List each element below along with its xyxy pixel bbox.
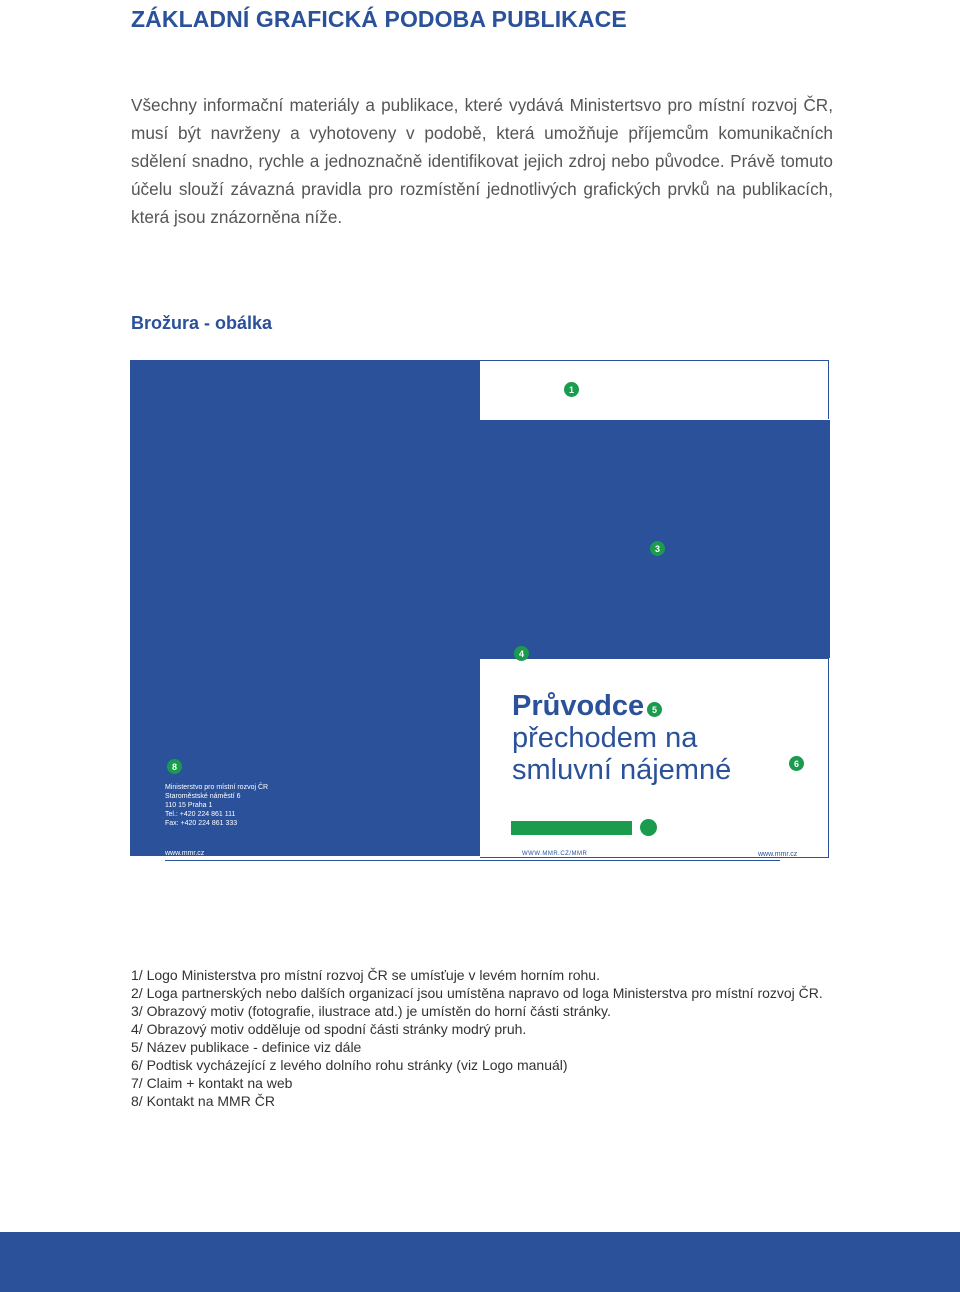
- legend-list: [131, 966, 831, 1110]
- legend-item: 6/ Podtisk vycházející z levého dolního rohu stránky (viz Logo manuál): [131, 1057, 568, 1073]
- publication-title-line-3: smluvní nájemné: [512, 754, 732, 786]
- claim-text: WWW.MMR.CZ/MMR: [522, 851, 588, 857]
- bottom-divider: [165, 860, 780, 861]
- legend-item: 4/ Obrazový motiv odděluje od spodní části stránky modrý pruh.: [131, 1021, 527, 1037]
- contact-line: Tel.: +420 224 861 111: [165, 811, 236, 818]
- green-underline-bar: [511, 821, 632, 835]
- intro-paragraph: Všechny informační materiály a publikace, které vydává Ministertsvo pro místní rozvoj ČR, musí být navrženy a vyhotoveny v podobě, která umožňuje příjemcům komunikačních sdělení snadno, rychle a jednoznačně identifikovat jejich zdroj nebo původce. Právě tomuto účelu slouží závazná pravidla pro rozmístění jednotlivých grafických prvků na publikacích, která jsou znázorněna níže.: [131, 95, 833, 227]
- web-link-front[interactable]: www.mmr.cz: [758, 851, 798, 858]
- contact-line: 110 15 Praha 1: [165, 802, 213, 809]
- contact-line: Staroměstské náměstí 6: [165, 793, 241, 800]
- legend-item: 1/ Logo Ministerstva pro místní rozvoj ČR se umísťuje v levém horním rohu.: [131, 967, 600, 983]
- publication-title-line-1: Průvodce: [512, 690, 645, 722]
- legend-item: 7/ Claim + kontakt na web: [131, 1075, 293, 1091]
- badge-3: 3: [650, 541, 665, 556]
- badge-6: 6: [789, 756, 804, 771]
- page-title: ZÁKLADNÍ GRAFICKÁ PODOBA PUBLIKACE: [131, 6, 627, 32]
- legend-item: 2/ Loga partnerských nebo dalších organizací jsou umístěna napravo od loga Ministerstva pro místní rozvoj ČR.: [131, 985, 823, 1001]
- contact-block: [165, 783, 268, 828]
- publication-title: [512, 690, 731, 786]
- brochure-cover-diagram: [130, 360, 830, 865]
- green-dot: [640, 819, 657, 836]
- badge-8: 8: [167, 759, 182, 774]
- legend-item: 8/ Kontakt na MMR ČR: [131, 1093, 275, 1109]
- badge-5: 5: [647, 702, 662, 717]
- badge-4: 4: [514, 646, 529, 661]
- back-cover-panel: [130, 360, 480, 856]
- image-motif-area: [480, 420, 830, 658]
- footer-bar: [0, 1232, 960, 1292]
- badge-1: 1: [564, 382, 579, 397]
- legend-item: 5/ Název publikace - definice viz dále: [131, 1039, 362, 1055]
- publication-title-line-2: přechodem na: [512, 722, 698, 754]
- section-heading: Brožura - obálka: [131, 313, 273, 333]
- contact-line: Fax: +420 224 861 333: [165, 820, 238, 827]
- contact-line: Ministerstvo pro místní rozvoj ČR: [165, 784, 269, 791]
- web-link-back[interactable]: www.mmr.cz: [165, 850, 205, 857]
- logo-area: [480, 360, 829, 419]
- legend-item: 3/ Obrazový motiv (fotografie, ilustrace atd.) je umístěn do horní části stránky.: [131, 1003, 611, 1019]
